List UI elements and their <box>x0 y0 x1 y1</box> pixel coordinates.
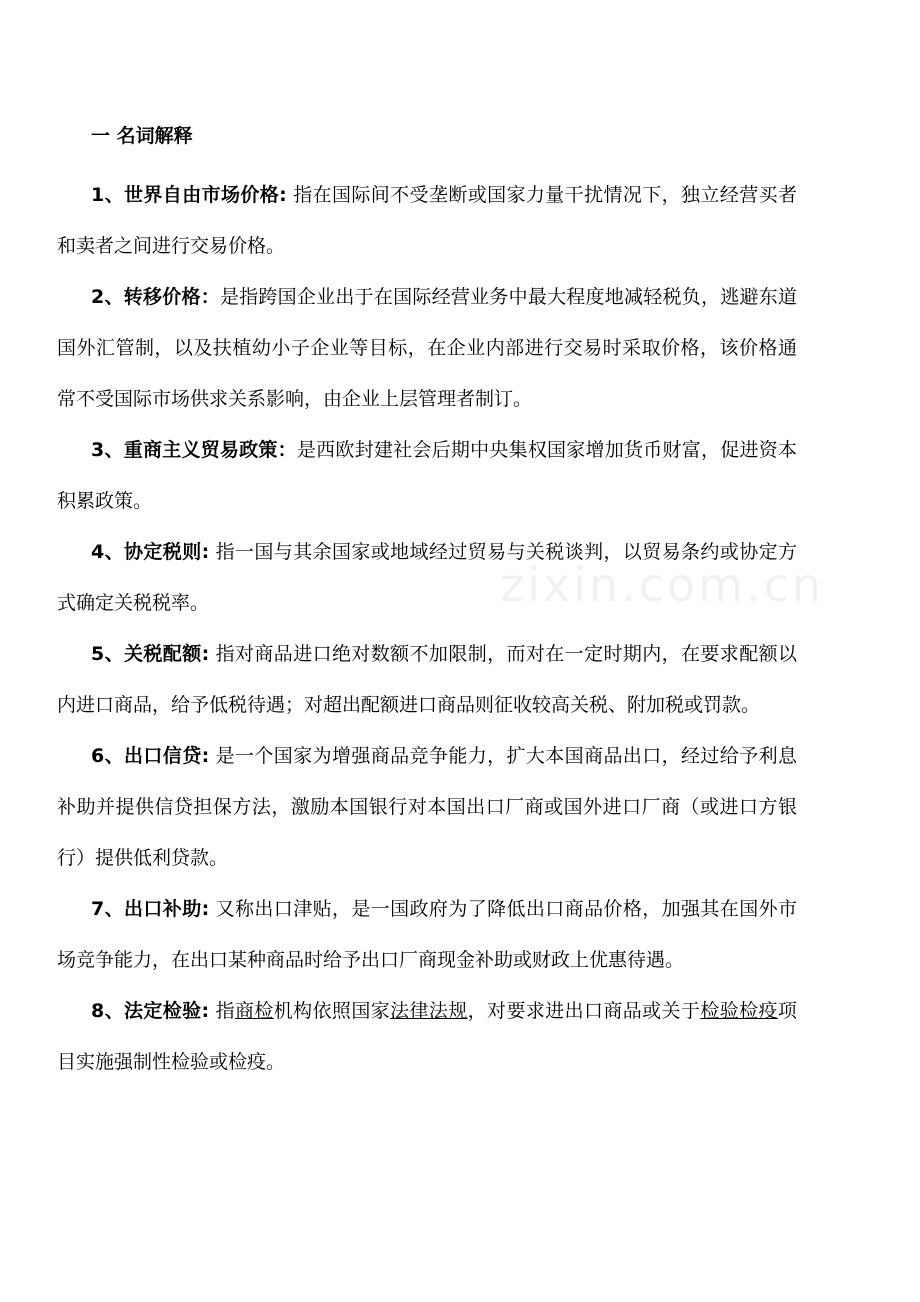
definition-item-7 <box>57 884 797 986</box>
definition-number: 6、 <box>91 745 125 767</box>
watermark: zixin.com.cn <box>500 558 825 612</box>
definition-term: 重商主义贸易政策： <box>123 439 297 461</box>
definition-term: 法定检验: <box>124 1000 210 1022</box>
definition-term: 关税配额: <box>124 643 210 665</box>
definition-text: 指一国与其余国家或地域经过贸易与关税谈判，以贸易条约或协定方式确定关税税率。 <box>57 541 797 614</box>
section-title: 名词解释 <box>116 125 193 147</box>
definition-text: 又称出口津贴，是一国政府为了降低出口商品价格，加强其在国外市场竞争能力，在出口某种商品时给予出口厂商现金补助或财政上优惠待遇。 <box>57 898 797 971</box>
definition-number: 3、 <box>91 439 124 461</box>
definition-item-4 <box>57 527 797 629</box>
inspection-quarantine-link[interactable]: 检验检疫 <box>700 1000 778 1022</box>
definition-text: 指在国际间不受垄断或国家力量干扰情况下，独立经营买者和卖者之间进行交易价格。 <box>57 184 797 257</box>
definition-text: 项目实施强制性检验或检疫。 <box>57 1000 797 1073</box>
definition-term: 出口补助: <box>124 898 210 920</box>
definition-number: 2、 <box>91 286 124 308</box>
section-heading <box>91 118 797 154</box>
definition-number: 4、 <box>91 541 125 563</box>
inspection-agency-link[interactable]: 商检 <box>234 1000 274 1022</box>
definition-item-2 <box>57 272 797 425</box>
definition-number: 7、 <box>91 898 125 920</box>
definition-text: 指 <box>215 1000 235 1022</box>
definition-text: 是西欧封建社会后期中央集权国家增加货币财富，促进资本积累政策。 <box>57 439 797 512</box>
definition-text: 机构依照国家 <box>273 1000 391 1022</box>
section-number: 一 <box>91 125 111 147</box>
definition-item-1 <box>57 170 797 272</box>
definition-number: 1、 <box>91 184 125 206</box>
definition-item-5 <box>57 629 797 731</box>
definition-term: 出口信贷: <box>124 745 210 767</box>
definition-text: 是指跨国企业出于在国际经营业务中最大程度地减轻税负，逃避东道国外汇管制，以及扶植幼小子企业等目标，在企业内部进行交易时采取价格，该价格通常不受国际市场供求关系影响，由企业上层管理者制订。 <box>57 286 797 410</box>
definition-item-3 <box>57 425 797 527</box>
laws-regulations-link[interactable]: 法律法规 <box>390 1000 468 1022</box>
definition-term: 协定税则: <box>124 541 210 563</box>
definition-term: 世界自由市场价格: <box>124 184 287 206</box>
definition-item-8 <box>57 986 797 1088</box>
definition-item-6 <box>57 731 797 884</box>
definition-number: 8、 <box>91 1000 124 1022</box>
definition-text: ，对要求进出口商品或关于 <box>467 1000 701 1022</box>
definition-number: 5、 <box>91 643 125 665</box>
document-page <box>57 118 797 1088</box>
definition-text: 是一个国家为增强商品竞争能力，扩大本国商品出口，经过给予利息补助并提供信贷担保方法，激励本国银行对本国出口厂商或国外进口厂商（或进口方银行）提供低利贷款。 <box>57 745 797 869</box>
definition-text: 指对商品进口绝对数额不加限制，而对在一定时期内，在要求配额以内进口商品，给予低税待遇；对超出配额进口商品则征收较高关税、附加税或罚款。 <box>57 643 797 716</box>
definition-term: 转移价格： <box>123 286 220 308</box>
